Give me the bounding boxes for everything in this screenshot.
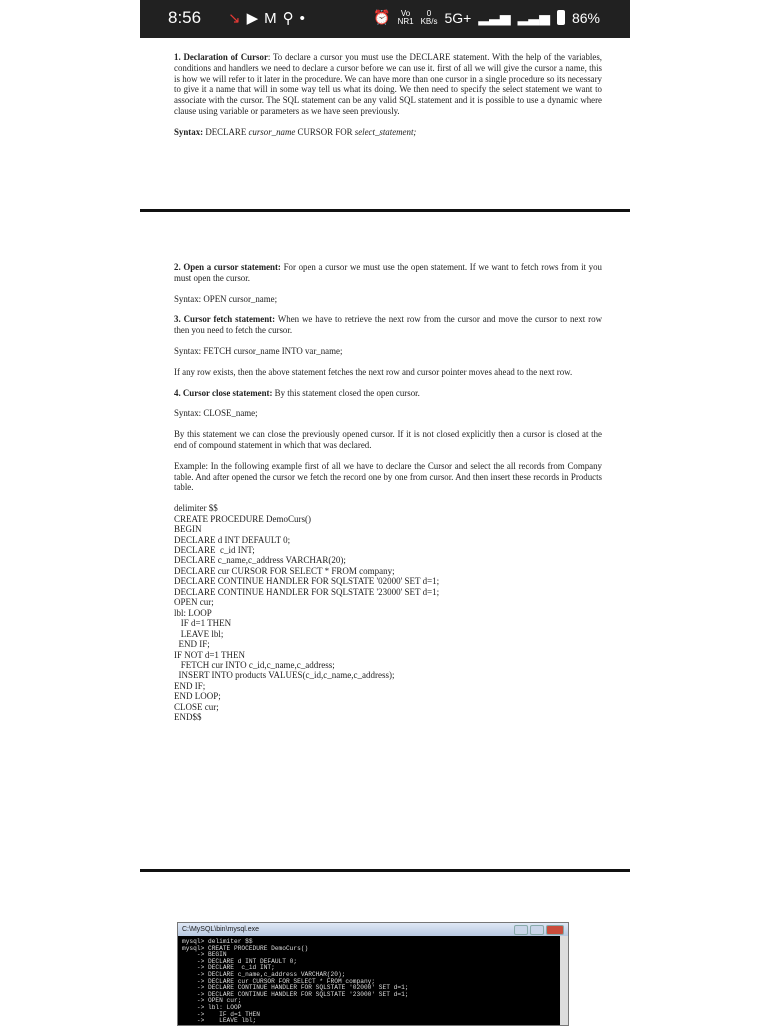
close-icon [546,925,564,935]
syntax-declare: Syntax: DECLARE cursor_name CURSOR FOR select_statement; [174,126,417,137]
fetch-note: If any row exists, then the above statement fetches the next row and cursor pointer moves ahead to the next row. [174,366,573,377]
network-type: 5G+ [444,9,472,26]
terminal-titlebar [178,923,568,936]
clock: 8:56 [168,8,202,27]
volte-indicator: Vo NR1 [397,8,414,26]
syntax-close: Syntax: CLOSE_name; [174,408,258,419]
missed-call-icon: ↘ [228,10,241,27]
minimize-icon [514,925,528,935]
data-rate: 0 KB/s [420,8,438,26]
alarm-icon: ⏰ [373,9,391,25]
system-icons [373,9,600,26]
syntax-open: Syntax: OPEN cursor_name; [174,293,278,304]
document-page-1 [174,52,602,148]
terminal-title: C:\MySQL\bin\mysql.exe [182,926,260,933]
notification-icons [228,9,305,27]
signal-icon-2: ▂▃▅ [517,9,550,25]
syntax-fetch: Syntax: FETCH cursor_name INTO var_name; [174,345,343,356]
battery-level: 86% [571,9,600,26]
page-divider [140,209,630,212]
terminal-output: mysql> delimiter $$ mysql> CREATE PROCEDURE DemoCurs() -> BEGIN -> DECLARE d INT DEFAULT 0; -> DECLARE c_id INT; -> DECLARE c_name,c_address VARCHAR(20); -> DECLARE cur CURSOR FOR SELECT * FROM company; -> DECLARE CONTINUE HANDLER FOR SQLSTATE '02000' SET d=1; -> DECLARE CONTINUE HANDLER FOR SQLSTATE '23000' SET d=1; -> OPEN cur; -> lbl: LOOP -> IF d=1 THEN -> LEAVE lbl; [182,938,409,1025]
signal-icon: ▂▃▅ [478,9,511,25]
gmail-icon: M [264,9,277,27]
code-listing: delimiter $$ CREATE PROCEDURE DemoCurs() BEGIN DECLARE d INT DEFAULT 0; DECLARE c_id INT; DECLARE c_name,c_address VARCHAR(20); DECLARE cur CURSOR FOR SELECT * FROM company; DECLARE CONTINUE HANDLER FOR SQLSTATE '02000' SET d=1; DECLARE CONTINUE HANDLER FOR SQLSTATE '23000' SET d=1; OPEN cur; lbl: LOOP IF d=1 THEN LEAVE lbl; END IF; IF NOT d=1 THEN FETCH cur INTO c_id,c_name,c_address; INSERT INTO products VALUES(c_id,c_name,c_address); END IF; END LOOP; CLOSE cur; END$$ [174,503,440,723]
example-text: Example: In the following example first of all we have to declare the Cursor and select the all records from Company table. And after opened the cursor we fetch the record one by one from cursor. And then insert these records in Products table. [174,460,602,493]
document-page-2 [174,262,602,723]
section-declaration: 1. Declaration of Cursor: To declare a cursor you must use the DECLARE statement. With the help of the variables, conditions and handlers we need to declare a cursor before we can use it. first of all we will give the cursor a name, this is how we will refer to it later in the procedure. We can have more than one cursor in a single procedure so its necessary to give it a name that will in some way tell us what its doing. We then need to specify the select statement we want to associate with the cursor. The SQL statement can be any valid SQL statement and it is possible to use a dynamic where clause using variable or parameters as we have seen previously. [174,52,602,116]
dot-icon: • [299,9,305,27]
section-fetch: 3. Cursor fetch statement: When we have to retrieve the next row from the cursor and move the cursor to next row then you need to fetch the cursor. [174,314,602,336]
section-title: 1. Declaration of Cursor [174,52,268,62]
section-close: 4. Cursor close statement: By this statement closed the open cursor. [174,387,420,398]
battery-icon [557,10,565,25]
section-open: 2. Open a cursor statement: For open a cursor we must use the open statement. If we want to fetch rows from it you must open the cursor. [174,262,602,283]
maximize-icon [530,925,544,935]
youtube-icon: ▶ [246,10,259,27]
close-note: By this statement we can close the previously opened cursor. If it is not closed explicitly then a cursor is closed at the end of compound statement in which that was declared. [174,429,602,450]
terminal-screenshot [177,922,569,1026]
search-icon: ⚲ [282,10,294,27]
terminal-scrollbar [560,936,568,1025]
page-divider-2 [140,869,630,872]
status-bar [140,0,630,38]
